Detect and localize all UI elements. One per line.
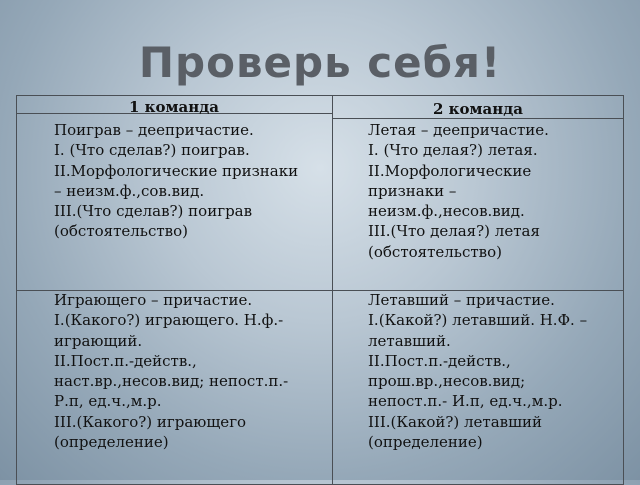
cell-line: – неизм.ф.,сов.вид. bbox=[54, 181, 205, 200]
header-divider-right bbox=[332, 118, 624, 119]
cell-line: I.(Какого?) играющего. Н.ф.- bbox=[54, 311, 284, 330]
column-divider bbox=[332, 95, 333, 485]
cell-line: играющий. bbox=[54, 331, 143, 350]
cell-line: (обстоятельство) bbox=[54, 222, 189, 241]
cell-line: II.Морфологические признаки bbox=[54, 161, 299, 180]
cell-line: (определение) bbox=[368, 433, 483, 452]
cell-line: летавший. bbox=[368, 331, 451, 350]
cell-line: III.(Что делая?) летая bbox=[368, 222, 540, 241]
cell-line: Р.п, ед.ч.,м.р. bbox=[54, 392, 162, 411]
cell-line: Поиграв – деепричастие. bbox=[54, 121, 254, 139]
cell-line: II.Морфологические bbox=[368, 161, 532, 180]
cell-line: II.Пост.п.-действ., bbox=[368, 351, 511, 370]
cell-line: I.(Какой?) летавший. Н.Ф. – bbox=[368, 311, 588, 330]
cell-line: наст.вр.,несов.вид; непост.п.- bbox=[54, 372, 289, 391]
cell-line: (определение) bbox=[54, 433, 169, 452]
cell-line: признаки – bbox=[368, 181, 457, 200]
slide-title: Проверь себя! bbox=[138, 38, 502, 87]
cell-line: I. (Что делая?) летая. bbox=[368, 141, 538, 160]
cell-line: I. (Что сделав?) поиграв. bbox=[54, 141, 250, 160]
cell-line: Летая – деепричастие. bbox=[368, 121, 549, 139]
cell-line: (обстоятельство) bbox=[368, 242, 503, 261]
cell-row2-team2 bbox=[368, 290, 587, 452]
cell-line: III.(Какой?) летавший bbox=[368, 412, 543, 431]
cell-line: неизм.ф.,несов.вид. bbox=[368, 202, 525, 221]
cell-row2-team1 bbox=[54, 290, 288, 452]
cell-row1-team2 bbox=[368, 120, 549, 262]
cell-line: II.Пост.п.-действ., bbox=[54, 351, 197, 370]
cell-line: III.(Что сделав?) поиграв bbox=[54, 202, 253, 221]
answer-table bbox=[16, 95, 624, 485]
cell-line: Играющего – причастие. bbox=[54, 291, 253, 309]
cell-line: непост.п.- И.п, ед.ч.,м.р. bbox=[368, 392, 563, 411]
header-team-2: 2 команда bbox=[433, 100, 523, 118]
cell-line: прош.вр.,несов.вид; bbox=[368, 372, 526, 391]
cell-line: III.(Какого?) играющего bbox=[54, 412, 247, 431]
cell-line: Летавший – причастие. bbox=[368, 291, 555, 309]
header-team-1: 1 команда bbox=[129, 98, 219, 116]
cell-row1-team1 bbox=[54, 120, 298, 242]
